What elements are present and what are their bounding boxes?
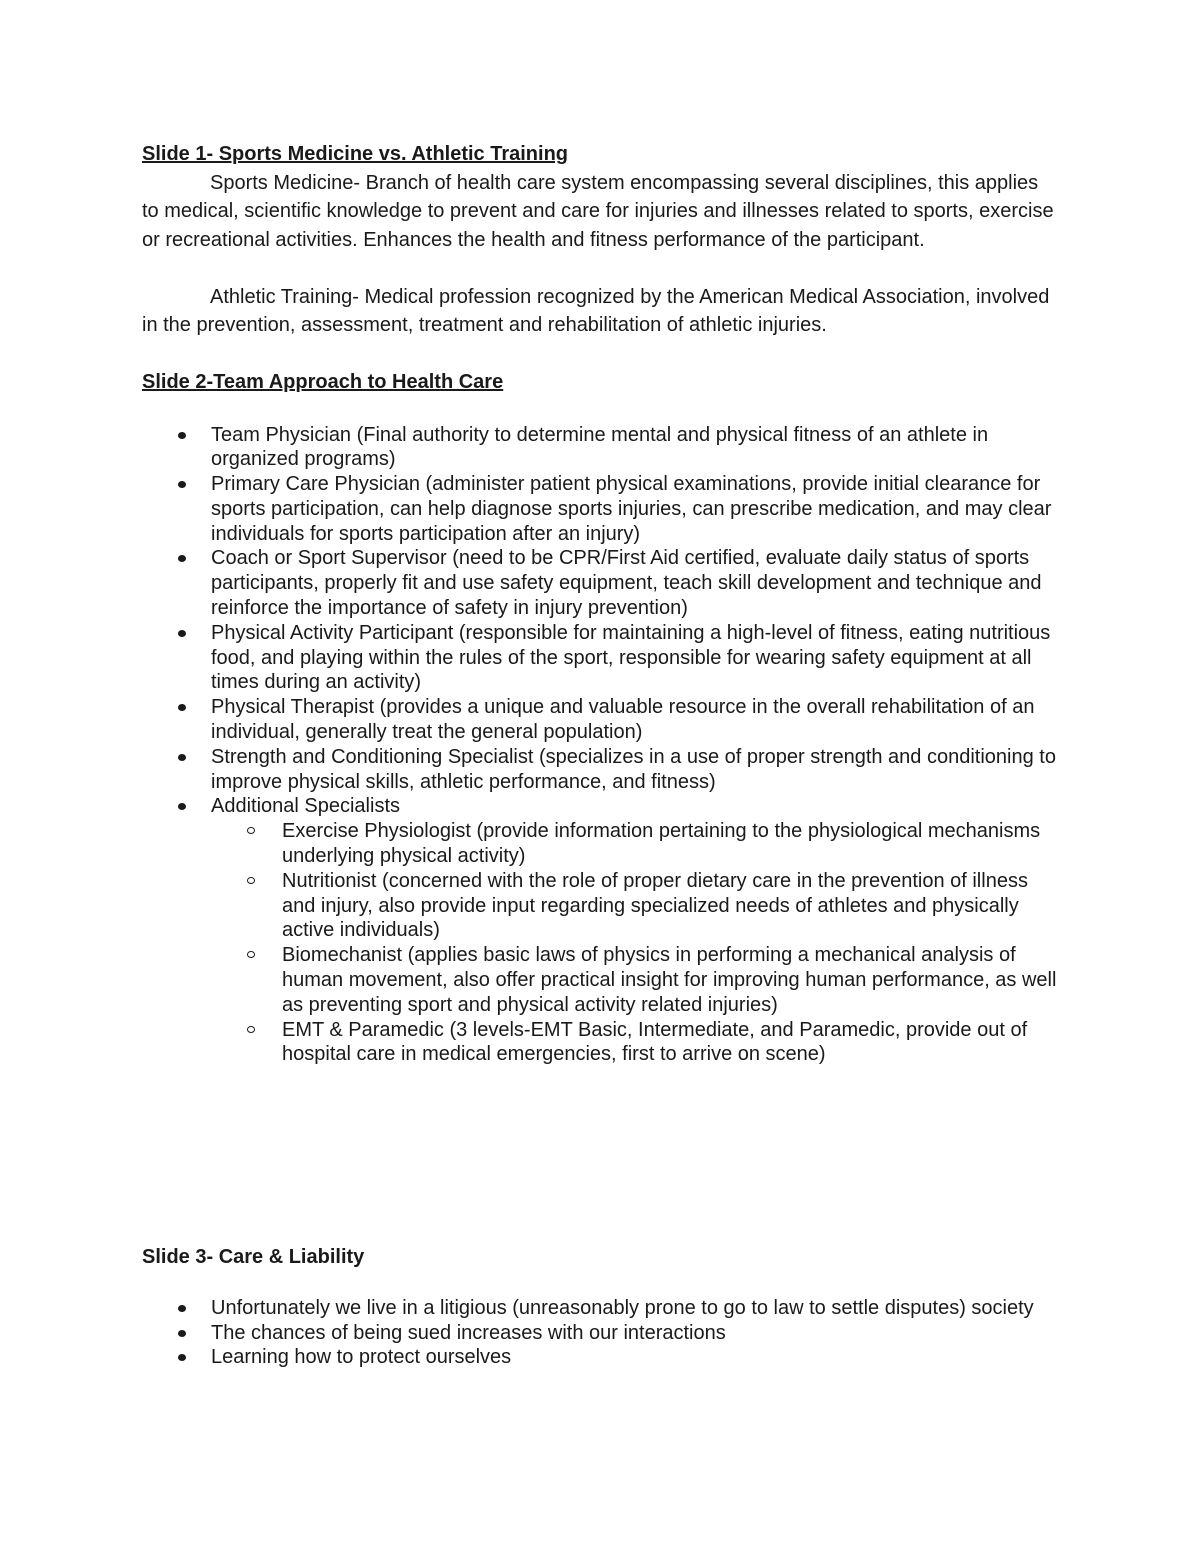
hollow-bullet-icon xyxy=(247,877,255,884)
list-item-text: Coach or Sport Supervisor (need to be CPR/First Aid certified, evaluate daily status of sports participants, properly fit and use safety equipment, teach skill development and technique and reinforce the importance of safety in injury prevention) xyxy=(211,547,1042,620)
sublist-item-text: Biomechanist (applies basic laws of physics in performing a mechanical analysis of human movement, also offer practical insight for improving human performance, as well as preventing sport and physical activity related injuries) xyxy=(282,944,1057,1016)
document-page xyxy=(142,140,1057,1370)
paragraph-spacer xyxy=(142,340,1057,369)
sublist-item-text: Nutritionist (concerned with the role of proper dietary care in the prevention of illness and injury, also provide input regarding specialized needs of athletes and physically active individuals) xyxy=(282,869,1028,942)
sublist-item-text: EMT & Paramedic (3 levels-EMT Basic, Intermediate, and Paramedic, provide out of hospital care in medical emergencies, first to arrive on scene) xyxy=(282,1018,1028,1066)
list-item xyxy=(142,1296,1057,1321)
bullet-icon xyxy=(178,1305,186,1312)
sublist-item xyxy=(211,869,1057,943)
list-item xyxy=(142,794,1057,1067)
list-item xyxy=(142,546,1057,620)
list-item-text: Primary Care Physician (administer patient physical examinations, provide initial clearance for sports participation, can help diagnose sports injuries, can prescribe medication, and may clear individuals for sports participation after an injury) xyxy=(211,473,1052,545)
list-item-text: Strength and Conditioning Specialist (specializes in a use of proper strength and conditioning to improve physical skills, athletic performance, and fitness) xyxy=(211,745,1056,793)
sublist-item xyxy=(211,943,1057,1017)
athletic-training-paragraph: Athletic Training- Medical profession recognized by the American Medical Association, involved in the prevention, assessment, treatment and rehabilitation of athletic injuries. xyxy=(142,285,1050,336)
list-item xyxy=(142,695,1057,745)
additional-specialists-sublist xyxy=(211,819,1057,1067)
team-approach-list xyxy=(142,423,1057,1068)
list-item xyxy=(142,472,1057,546)
bullet-icon xyxy=(178,1330,186,1337)
bullet-icon xyxy=(178,481,186,488)
bullet-icon xyxy=(178,704,186,711)
slide2-heading: Slide 2-Team Approach to Health Care xyxy=(142,371,504,393)
sports-medicine-paragraph: Sports Medicine- Branch of health care system encompassing several disciplines, this applies to medical, scientific knowledge to prevent and care for injuries and illnesses related to sports, exercise or recreational activities. Enhances the health and fitness performance of the participant. xyxy=(142,171,1054,251)
bullet-icon xyxy=(178,803,186,810)
list-item-text: The chances of being sued increases with our interactions xyxy=(211,1321,726,1344)
list-item-text: Physical Activity Participant (responsible for maintaining a high-level of fitness, eating nutritious food, and playing within the rules of the sport, responsible for wearing safety equipment at all times during an activity) xyxy=(211,621,1051,694)
slide1-heading: Slide 1- Sports Medicine vs. Athletic Training xyxy=(142,143,569,165)
bullet-icon xyxy=(178,432,186,439)
list-item xyxy=(142,745,1057,795)
hollow-bullet-icon xyxy=(247,827,255,834)
sublist-item xyxy=(211,1018,1057,1068)
sublist-item xyxy=(211,819,1057,869)
hollow-bullet-icon xyxy=(247,951,255,958)
bullet-icon xyxy=(178,754,186,761)
list-item xyxy=(142,1345,1057,1370)
list-item-text: Learning how to protect ourselves xyxy=(211,1346,512,1369)
hollow-bullet-icon xyxy=(247,1026,255,1033)
bullet-icon xyxy=(178,630,186,637)
list-item-text: Additional Specialists xyxy=(211,795,400,818)
bullet-icon xyxy=(178,1354,186,1361)
bullet-icon xyxy=(178,555,186,562)
list-item xyxy=(142,423,1057,473)
paragraph-spacer xyxy=(142,254,1057,283)
list-item xyxy=(142,621,1057,695)
care-liability-list xyxy=(142,1296,1057,1370)
slide3-heading: Slide 3- Care & Liability xyxy=(142,1246,365,1269)
sublist-item-text: Exercise Physiologist (provide information pertaining to the physiological mechanisms underlying physical activity) xyxy=(282,820,1041,868)
list-item-text: Team Physician (Final authority to determine mental and physical fitness of an athlete in organized programs) xyxy=(211,423,989,471)
list-item-text: Unfortunately we live in a litigious (unreasonably prone to go to law to settle disputes) society xyxy=(211,1296,1034,1319)
list-item xyxy=(142,1321,1057,1346)
list-item-text: Physical Therapist (provides a unique and valuable resource in the overall rehabilitation of an individual, generally treat the general population) xyxy=(211,696,1035,744)
